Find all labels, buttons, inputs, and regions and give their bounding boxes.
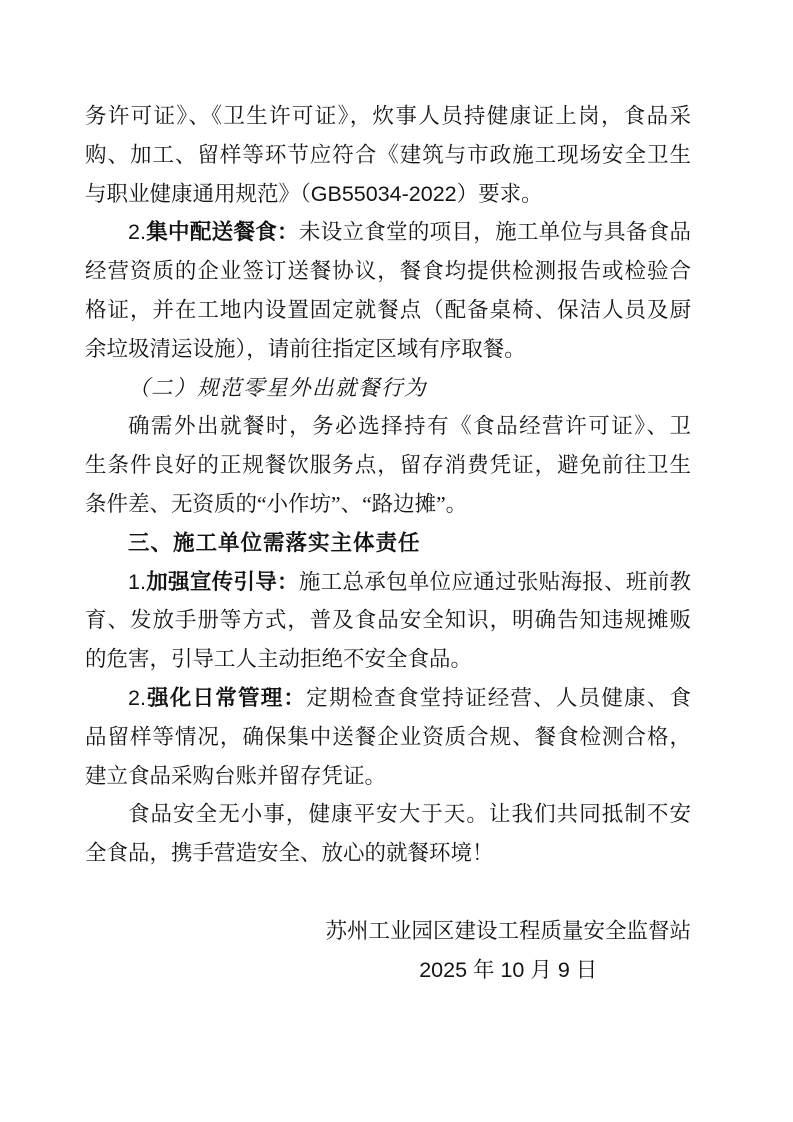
text-run: ）要求。 (456, 181, 543, 206)
text-run: 格证，并在工地内设置固定就餐点（配备桌椅、保洁人员及厨 (85, 297, 691, 322)
line-closing-1 (85, 795, 691, 834)
text-run: 品留样等情况，确保集中送餐企业资质合规、餐食检测合格， (85, 724, 691, 749)
line-dining-out-2 (85, 446, 691, 485)
item-number: 2. (128, 220, 146, 245)
item-label-bold: 集中配送餐食： (145, 220, 299, 245)
text-run: 育、发放手册等方式，普及食品安全知识，明确告知违规摊贩 (85, 608, 691, 633)
line-centralized-meal-lead (85, 213, 691, 252)
text-run: 确需外出就餐时，务必选择持有《食品经营许可证》、卫 (128, 414, 691, 439)
heading-section-2-dining-out (85, 369, 691, 408)
text-run: 建立食品采购台账并留存凭证。 (85, 763, 387, 788)
text-run: 购、加工、留样等环节应符合《建筑与市政施工现场安全卫生 (85, 142, 691, 167)
line-publicity-2 (85, 601, 691, 640)
text-run: 条件差、无资质的“小作坊”、“路边摊”。 (85, 491, 468, 516)
text-run: 的危害，引导工人主动拒绝不安全食品。 (85, 647, 473, 672)
text-run: 未设立食堂的项目，施工单位与具备食品 (298, 220, 691, 245)
line-dining-point (85, 291, 691, 330)
text-run: 生条件良好的正规餐饮服务点，留存消费凭证，避免前往卫生 (85, 453, 691, 478)
item-number: 2. (128, 685, 146, 710)
signature-organization: 苏州工业园区建设工程质量安全监督站 (325, 918, 691, 943)
line-take-meal (85, 330, 691, 369)
line-procurement (85, 136, 691, 175)
text-run: 定期检查食堂持证经营、人员健康、食 (306, 685, 691, 710)
heading-section-3-responsibility (85, 524, 691, 563)
heading-text: （二）规范零星外出就餐行为 (128, 375, 428, 400)
item-number: 1. (128, 569, 146, 594)
line-closing-2 (85, 834, 691, 873)
text-run: 务许可证》、《卫生许可证》，炊事人员持健康证上岗，食品采 (85, 104, 691, 128)
line-standard-reference (85, 175, 691, 214)
text-run: 全食品，携手营造安全、放心的就餐环境！ (85, 841, 494, 866)
line-dining-out-1 (85, 407, 691, 446)
text-run: 与职业健康通用规范》（ (85, 181, 311, 206)
line-management-2 (85, 718, 691, 757)
line-management-lead (85, 679, 691, 718)
line-permit-continuation (85, 97, 691, 136)
text-run: 余垃圾清运设施），请前往指定区域有序取餐。 (85, 336, 526, 361)
line-meal-agreement (85, 252, 691, 291)
line-management-3 (85, 757, 691, 796)
standard-code: GB55034-2022 (310, 181, 457, 206)
text-run: 经营资质的企业签订送餐协议，餐食均提供检测报告或检验合 (85, 259, 691, 284)
item-label-bold: 强化日常管理： (145, 685, 307, 710)
text-run: 施工总承包单位应通过张贴海报、班前教 (298, 569, 691, 594)
signature-block (325, 912, 691, 990)
document-body (85, 97, 691, 989)
line-dining-out-3 (85, 485, 691, 524)
line-publicity-3 (85, 640, 691, 679)
heading-text: 三、施工单位需落实主体责任 (128, 530, 421, 555)
line-publicity-lead (85, 563, 691, 602)
text-run: 食品安全无小事，健康平安大于天。让我们共同抵制不安 (128, 802, 691, 827)
signature-date: 2025 年 10 月 9 日 (419, 957, 598, 982)
item-label-bold: 加强宣传引导： (145, 569, 299, 594)
